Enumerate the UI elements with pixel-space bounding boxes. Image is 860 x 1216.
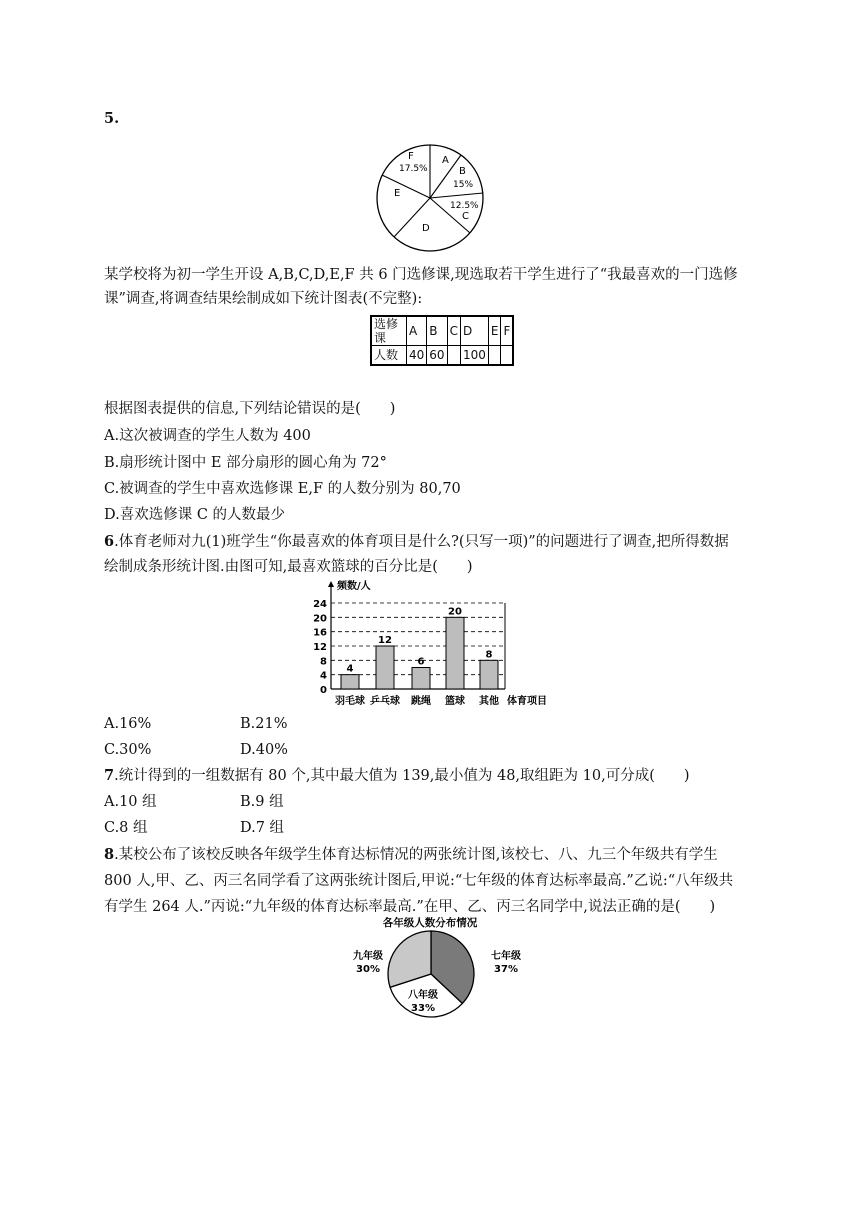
q5-option-b: B.扇形统计图中 E 部分扇形的圆心角为 72° xyxy=(104,455,387,471)
pie-title: 各年级人数分布情况 xyxy=(382,917,478,929)
q5-number: 5. xyxy=(104,110,120,127)
slice-name-label: 八年级 xyxy=(408,990,438,1001)
table-cell xyxy=(501,346,513,366)
q8-text-line3: 有学生 264 人.”丙说:“九年级的体育达标率最高.”在甲、乙、丙三名同学中,说法正确的是( ) xyxy=(104,899,716,915)
y-tick-label: 4 xyxy=(320,670,327,682)
q5-option-c: C.被调查的学生中喜欢选修课 E,F 的人数分别为 80,70 xyxy=(104,481,461,497)
category-label: 羽毛球 xyxy=(335,696,365,707)
table-head-count: 人数 xyxy=(371,346,407,366)
table-cell: 60 xyxy=(427,346,447,366)
q7-option-a: A.10 组 xyxy=(104,794,157,810)
pie-label-e: E xyxy=(394,188,401,199)
x-axis-label: 体育项目 xyxy=(507,696,547,707)
q6-option-c: C.30% xyxy=(104,742,152,758)
table-cell xyxy=(488,346,501,366)
table-head-course: 选修课 xyxy=(371,316,407,346)
q5-option-d: D.喜欢选修课 C 的人数最少 xyxy=(104,507,286,523)
q7-text: 7.统计得到的一组数据有 80 个,其中最大值为 139,最小值为 48,取组距为 10,可分成( ) xyxy=(104,767,690,784)
q5-intro-line2: 课”调查,将调查结果绘制成如下统计图表(不完整): xyxy=(104,291,423,307)
q6-number: 6 xyxy=(104,533,115,550)
slice-pct-label: 30% xyxy=(356,964,380,975)
category-label: 其他 xyxy=(479,696,499,707)
q8-text-line2: 800 人,甲、乙、丙三名同学看了这两张统计图后,甲说:“七年级的体育达标率最高.”乙说:“八年级共 xyxy=(104,873,734,889)
pie-label-f-pct: 17.5% xyxy=(399,164,428,174)
y-tick-label: 12 xyxy=(313,642,327,653)
bar-value-label: 6 xyxy=(417,656,425,668)
q6-option-b: B.21% xyxy=(240,716,288,732)
bar xyxy=(412,668,430,690)
q5-selection-table xyxy=(370,315,514,366)
q8-text-line1: 8.某校公布了该校反映各年级学生体育达标情况的两张统计图,该校七、八、九三个年级共有学生 xyxy=(104,846,718,863)
table-col: E xyxy=(488,316,501,346)
pie-label-f: F xyxy=(408,151,414,162)
pie-label-c-pct: 12.5% xyxy=(450,201,479,211)
bar-value-label: 4 xyxy=(346,663,354,675)
pie-label-c: C xyxy=(462,211,469,222)
table-col: F xyxy=(501,316,513,346)
slice-name-label: 七年级 xyxy=(491,951,521,962)
category-label: 篮球 xyxy=(445,696,465,707)
pie-label-b: B xyxy=(459,166,466,177)
q8-grade-pie-chart xyxy=(330,915,530,1020)
y-tick-label: 24 xyxy=(313,599,327,610)
pie-label-d: D xyxy=(422,223,430,234)
q5-question: 根据图表提供的信息,下列结论错误的是( ) xyxy=(104,401,396,417)
q7-number: 7 xyxy=(104,767,115,784)
slice-pct-label: 37% xyxy=(494,964,518,975)
slice-name-label: 九年级 xyxy=(353,951,383,962)
q5-option-a: A.这次被调查的学生人数为 400 xyxy=(104,428,311,444)
q5-pie-chart xyxy=(370,138,490,258)
bar xyxy=(446,617,464,689)
table-cell xyxy=(447,346,460,366)
y-tick-label: 8 xyxy=(320,656,327,668)
bar-value-label: 12 xyxy=(378,635,392,646)
q6-bar-chart xyxy=(305,577,565,709)
table-col: B xyxy=(427,316,447,346)
y-axis-arrow xyxy=(328,581,334,587)
table-col: D xyxy=(460,316,488,346)
y-tick-label: 0 xyxy=(320,685,327,696)
bar xyxy=(480,660,498,689)
table-col: C xyxy=(447,316,460,346)
q6-text-line2: 绘制成条形统计图.由图可知,最喜欢篮球的百分比是( ) xyxy=(104,559,473,575)
pie-label-b-pct: 15% xyxy=(453,180,474,190)
q7-option-c: C.8 组 xyxy=(104,820,148,836)
y-tick-label: 20 xyxy=(313,613,327,625)
table-col: A xyxy=(407,316,427,346)
q8-number: 8 xyxy=(104,846,115,863)
y-tick-label: 16 xyxy=(313,627,327,639)
q6-option-a: A.16% xyxy=(104,716,152,732)
q7-option-d: D.7 组 xyxy=(240,820,285,836)
q5-intro-line1: 某学校将为初一学生开设 A,B,C,D,E,F 共 6 门选修课,现选取若干学生进行了“我最喜欢的一门选修 xyxy=(104,267,738,283)
y-axis-label: 频数/人 xyxy=(337,581,371,592)
q6-text-line1: 6.体育老师对九(1)班学生“你最喜欢的体育项目是什么?(只写一项)”的问题进行了调查,把所得数据 xyxy=(104,533,729,550)
bar xyxy=(341,675,359,689)
slice-pct-label: 33% xyxy=(411,1003,435,1014)
bar-value-label: 20 xyxy=(448,606,462,618)
category-label: 乒乓球 xyxy=(370,696,400,707)
q6-option-d: D.40% xyxy=(240,742,288,758)
bar xyxy=(376,646,394,689)
category-label: 跳绳 xyxy=(411,696,431,707)
table-cell: 100 xyxy=(460,346,488,366)
pie-label-a: A xyxy=(442,155,449,166)
table-cell: 40 xyxy=(407,346,427,366)
q7-option-b: B.9 组 xyxy=(240,794,284,810)
bar-value-label: 8 xyxy=(485,649,493,661)
